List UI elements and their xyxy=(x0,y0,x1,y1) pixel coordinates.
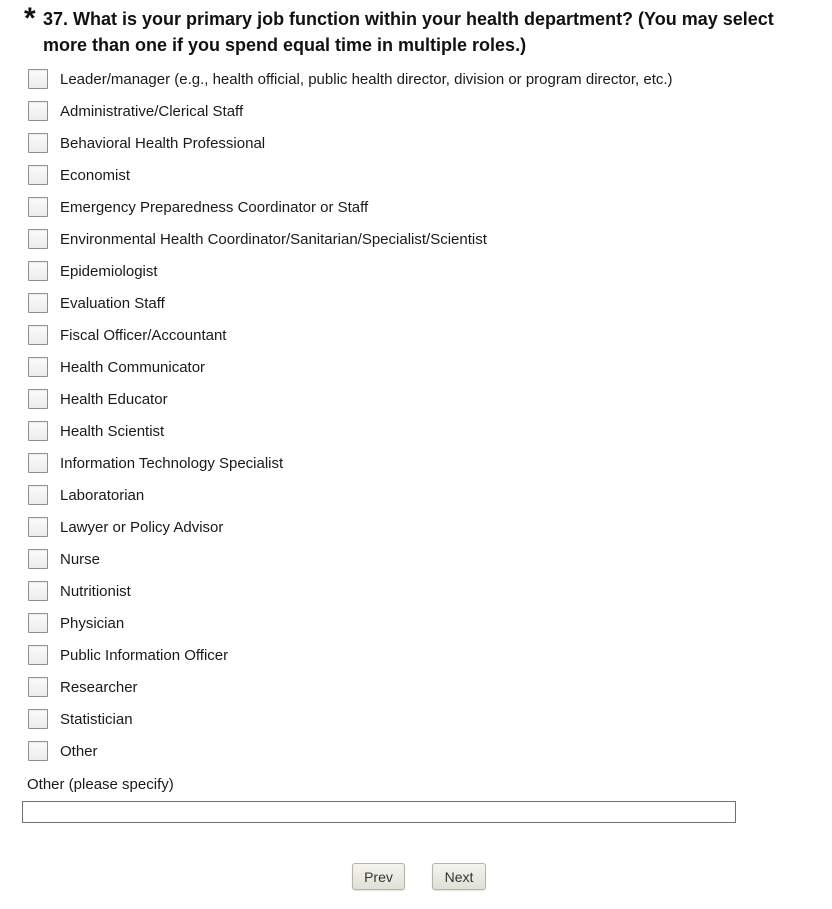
checkbox[interactable] xyxy=(28,261,48,281)
option-label: Physician xyxy=(60,615,125,632)
checkbox[interactable] xyxy=(28,517,48,537)
option-laboratorian[interactable] xyxy=(28,481,808,513)
option-behavioral-health-professional[interactable] xyxy=(28,129,808,161)
option-label: Economist xyxy=(60,167,131,184)
option-statistician[interactable] xyxy=(28,705,808,737)
option-label: Researcher xyxy=(60,679,138,696)
option-it-specialist[interactable] xyxy=(28,449,808,481)
options-list xyxy=(28,65,808,769)
option-nutritionist[interactable] xyxy=(28,577,808,609)
option-label: Emergency Preparedness Coordinator or Staff xyxy=(60,199,369,216)
option-environmental-health[interactable] xyxy=(28,225,808,257)
checkbox[interactable] xyxy=(28,293,48,313)
option-health-scientist[interactable] xyxy=(28,417,808,449)
option-label: Nutritionist xyxy=(60,583,131,600)
checkbox[interactable] xyxy=(28,389,48,409)
option-label: Nurse xyxy=(60,551,101,568)
checkbox[interactable] xyxy=(28,677,48,697)
checkbox[interactable] xyxy=(28,101,48,121)
option-other[interactable] xyxy=(28,737,808,769)
option-label: Behavioral Health Professional xyxy=(60,135,266,152)
next-button[interactable]: Next xyxy=(432,863,486,890)
checkbox[interactable] xyxy=(28,485,48,505)
checkbox[interactable] xyxy=(28,197,48,217)
checkbox[interactable] xyxy=(28,325,48,345)
option-label: Public Information Officer xyxy=(60,647,229,664)
checkbox[interactable] xyxy=(28,421,48,441)
option-nurse[interactable] xyxy=(28,545,808,577)
option-label: Epidemiologist xyxy=(60,263,158,280)
option-label: Lawyer or Policy Advisor xyxy=(60,519,224,536)
option-economist[interactable] xyxy=(28,161,808,193)
option-fiscal-officer[interactable] xyxy=(28,321,808,353)
option-physician[interactable] xyxy=(28,609,808,641)
checkbox[interactable] xyxy=(28,549,48,569)
checkbox[interactable] xyxy=(28,613,48,633)
option-evaluation-staff[interactable] xyxy=(28,289,808,321)
option-label: Fiscal Officer/Accountant xyxy=(60,327,227,344)
option-researcher[interactable] xyxy=(28,673,808,705)
option-label: Other xyxy=(60,743,98,760)
required-asterisk: * xyxy=(24,2,36,35)
other-specify-input[interactable] xyxy=(22,801,736,823)
checkbox[interactable] xyxy=(28,229,48,249)
checkbox[interactable] xyxy=(28,165,48,185)
checkbox[interactable] xyxy=(28,645,48,665)
question-text: 37. What is your primary job function within your health department? (You may select more than one if you spend equal time in multiple roles.) xyxy=(43,9,774,55)
other-specify-label: Other (please specify) xyxy=(27,776,174,793)
option-label: Administrative/Clerical Staff xyxy=(60,103,244,120)
checkbox[interactable] xyxy=(28,453,48,473)
option-label: Health Educator xyxy=(60,391,168,408)
option-public-information-officer[interactable] xyxy=(28,641,808,673)
option-label: Environmental Health Coordinator/Sanitarian/Specialist/Scientist xyxy=(60,231,487,248)
option-label: Evaluation Staff xyxy=(60,295,165,312)
option-administrative-clerical-staff[interactable] xyxy=(28,97,808,129)
option-health-communicator[interactable] xyxy=(28,353,808,385)
checkbox[interactable] xyxy=(28,69,48,89)
checkbox[interactable] xyxy=(28,357,48,377)
option-label: Information Technology Specialist xyxy=(60,455,284,472)
option-epidemiologist[interactable] xyxy=(28,257,808,289)
checkbox[interactable] xyxy=(28,709,48,729)
question-heading xyxy=(24,2,814,58)
checkbox[interactable] xyxy=(28,581,48,601)
option-label: Statistician xyxy=(60,711,133,728)
option-label: Health Scientist xyxy=(60,423,165,440)
prev-button[interactable]: Prev xyxy=(352,863,405,890)
option-leader-manager[interactable] xyxy=(28,65,808,97)
checkbox[interactable] xyxy=(28,741,48,761)
option-label: Leader/manager (e.g., health official, public health director, division or program director, etc.) xyxy=(60,71,673,88)
checkbox[interactable] xyxy=(28,133,48,153)
option-emergency-preparedness[interactable] xyxy=(28,193,808,225)
option-health-educator[interactable] xyxy=(28,385,808,417)
option-lawyer-policy-advisor[interactable] xyxy=(28,513,808,545)
option-label: Health Communicator xyxy=(60,359,206,376)
option-label: Laboratorian xyxy=(60,487,145,504)
